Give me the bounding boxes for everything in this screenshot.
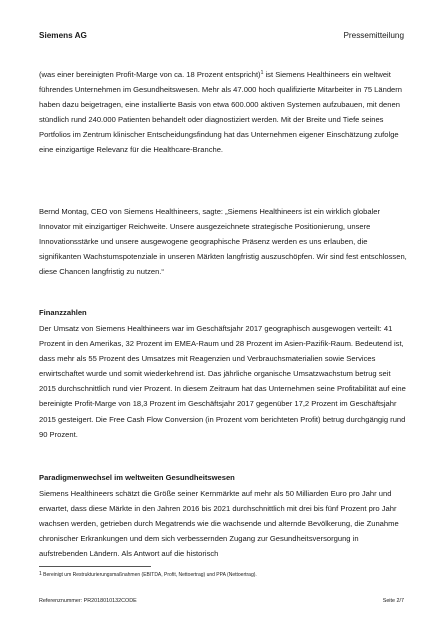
header-company: Siemens AG <box>39 31 87 40</box>
paragraph-intro-start: (was einer bereinigten Profit-Marge von ca. 18 Prozent entspricht) <box>39 70 261 79</box>
paragraph-intro-rest: ist Siemens Healthineers ein weltweit führendes Unternehmen im Gesundheitswesen. Mehr als 47.000 hoch qualifizierte Mitarbeiter in 75 Ländern haben dazu beigetragen, eine installierte Basis von etwa 600.000 aktiven Systemen aufzubauen, mit denen stündlich rund 240.000 Patienten behandelt oder diagnostiziert werden. Mit der Breite und Tiefe seines Portfolios im Zentrum klinischer Entscheidungsfindung hat das Unternehmen eigener Einschätzung zufolge eine einzigartige Relevanz für die Healthcare-Branche. <box>39 70 403 155</box>
paragraph-quote: Bernd Montag, CEO von Siemens Healthineers, sagte: „Siemens Healthineers ist ein wirklich globaler Innovator mit einzigartiger Reichweite. Unsere ausgezeichnete strategische Positionierung, unsere Innovationsstärke und unsere ausgewogene geographische Präsenz werden es uns erlauben, die signifikanten Wachstumspotenziale in unseren Märkten langfristig auszuschöpfen. Wir sind fest entschlossen, diese Chancen langfristig zu nutzen.“ <box>39 207 407 277</box>
footer-page-number: Seite 2/7 <box>382 598 404 604</box>
footnote <box>39 572 257 578</box>
header-doc-type: Pressemitteilung <box>343 31 404 40</box>
heading-paradigmenwechsel: Paradigmenwechsel im weltweiten Gesundheitswesen <box>39 473 235 482</box>
heading-finanzzahlen: Finanzzahlen <box>39 308 87 317</box>
footnote-marker: 1 <box>39 571 42 577</box>
paragraph-finanzzahlen: Der Umsatz von Siemens Healthineers war im Geschäftsjahr 2017 geographisch ausgewogen verteilt: 41 Prozent in den Amerikas, 32 Prozent im EMEA-Raum und 28 Prozent im Asien-Pazifik-Raum. Bedeutend ist, dass mehr als 55 Prozent des Umsatzes mit Reagenzien und Verbrauchsmaterialien sowie Services erwirtschaftet wurde und somit wiederkehrend ist. Das jährliche organische Umsatzwachstum betrug seit 2015 durchschnittlich rund vier Prozent. In diesem Zeitraum hat das Unternehmen seine Profitabilität auf eine bereinigte Profit-Marge von 18,3 Prozent im Geschäftsjahr 2017 gegenüber 17,2 Prozent im Geschäftsjahr 2015 gesteigert. Die Free Cash Flow Conversion (in Prozent vom berichteten Profit) betrug durchgängig rund 90 Prozent. <box>39 324 406 439</box>
paragraph-paradigmenwechsel: Siemens Healthineers schätzt die Größe seiner Kernmärkte auf mehr als 50 Milliarden Euro pro Jahr und erwartet, dass diese Märkte in den Jahren 2016 bis 2021 durchschnittlich mit drei bis fünf Prozent pro Jahr wachsen werden, getrieben durch Megatrends wie die wachsende und alternde Bevölkerung, die Zunahme chronischer Erkrankungen und dem sich verbessernden Zugang zur Gesundheitsversorgung in aufstrebenden Ländern. Als Antwort auf die historisch <box>39 489 399 559</box>
footnote-divider <box>39 566 151 567</box>
paragraph-intro <box>39 67 407 158</box>
footnote-text: Bereinigt um Restrukturierungsmaßnahmen (EBITDA, Profit, Nettoertrag) und PPA (Nettoertrag). <box>41 572 257 578</box>
footnote-reference: 1 <box>260 70 264 76</box>
footer-reference: Referenznummer: PR2018010132CODE <box>39 598 137 604</box>
